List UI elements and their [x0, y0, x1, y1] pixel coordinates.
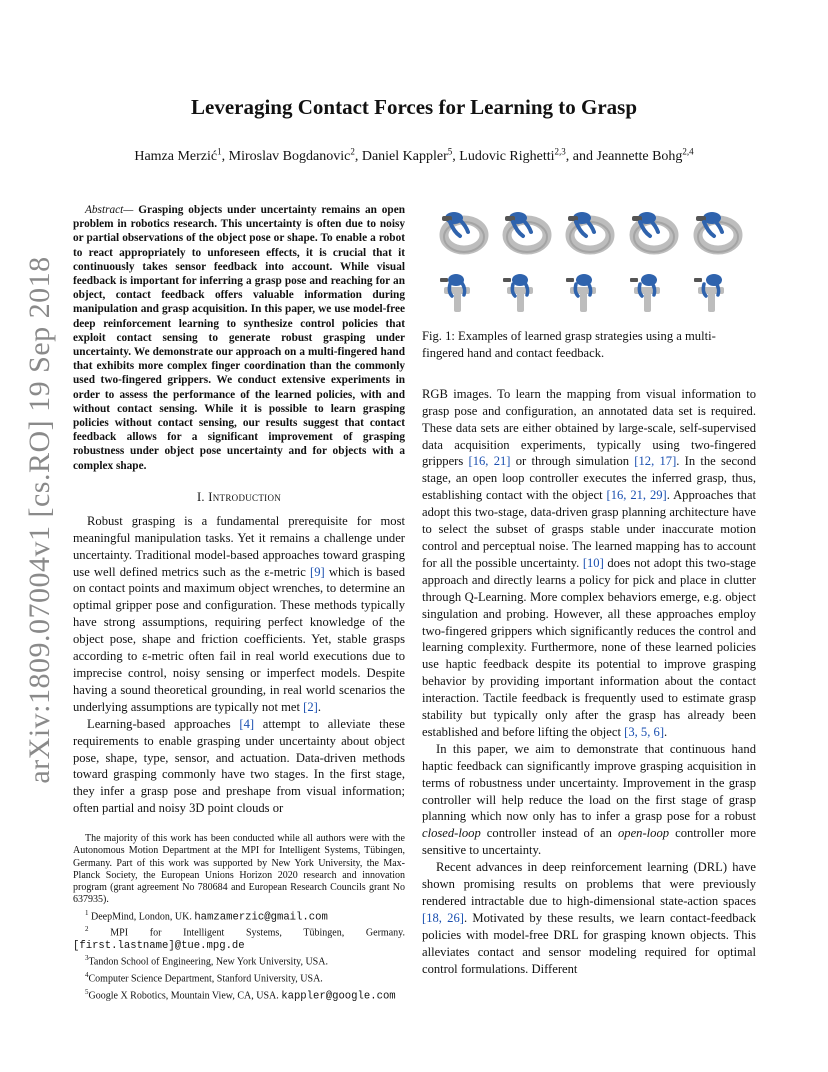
email-link[interactable]: [first.lastname]@tue.mpg.de [73, 940, 245, 953]
citation-link[interactable]: [18, 26] [422, 910, 464, 925]
citation-link[interactable]: [9] [310, 564, 325, 579]
citation-link[interactable]: [16, 21] [468, 454, 511, 469]
author: Daniel Kappler$^5$, [361, 146, 460, 164]
grasp-strategy-images [422, 200, 756, 320]
grasp-thumbnail-torus [568, 212, 610, 252]
citation-link[interactable]: [3, 5, 6] [624, 724, 665, 739]
citation-link[interactable]: [10] [582, 555, 604, 570]
author: Hamza Merzić$^1$, [134, 146, 229, 164]
grasp-thumbnail-torus [696, 212, 738, 252]
footnotes [73, 832, 405, 1002]
intro-paragraph-3: RGB images. To learn the mapping from visual information to grasp pose and configuration, an annotated data set is required. These data sets are either obtained by large-scale, self-supervised data acquisition experiments, typically using two-fingered grippers [16, 21] or through simulation [12, 17]. In the second stage, an open loop controller executes the inferred grasp, thus, establishing contact with the object [16, 21, 29]. Approaches that adopt this two-stage, data-driven grasp planning architecture have to select the subset of grasps stable under inaccurate motion control and perceptual noise. The learned mapping has to account for all the possible uncertainty. [10] does not adopt this two-stage approach and directly learns a policy for pick and place in clutter through Q-Learning. More complex behaviors emerge, e.g. object singulation and probing. However, all these approaches employ two-fingered grippers which significantly reduces the control and learning complexity. Furthermore, none of these learned policies use haptic feedback despite its potential to improve grasping behavior by providing important information about the contact interaction. Tactile feedback is frequently used to estimate grasp stability but typically only after the grasp has already been established and before lifting the object [3, 5, 6]. [422, 386, 757, 739]
funding-note: The majority of this work has been conducted while all authors were with the Autonomous Motion Department at the MPI for Intelligent Systems, Tübingen, Germany. Part of this work was supported by New York University, the Max-Planck Society, the European Unions Horizon 2020 research and innovation program (grant agreement No 780684 and European Research Councils grant No 637935). [73, 833, 405, 906]
footnote-1: $^1$ DeepMind, London, UK. hamzamerzic@gmail.com [85, 908, 328, 924]
citation-link[interactable]: [4] [239, 716, 255, 731]
paper-title: Leveraging Contact Forces for Learning to Grasp [191, 95, 637, 119]
figure-caption: Fig. 1: Examples of learned grasp strategies using a multi-fingered hand and contact feedback. [422, 329, 716, 360]
abstract-text: Grasping objects under uncertainty remains an open problem in robotics research. This uncertainty is often due to noisy or partial observations of the object pose or shape. To enable a robot to react appropriately to unforeseen effects, it is crucial that it continuously takes sensor feedback into account. While visual feedback is important for inferring a grasp pose and reaching for an object, contact feedback offers valuable information during manipulation and grasp acquisition. In this paper, we use model-free deep reinforcement learning to synthesize control policies that exploit contact sensing to generate robust grasping under uncertainty. We demonstrate our approach on a multi-fingered hand that exhibits more complex finger coordination than the commonly used two-fingered grippers. We conduct extensive experiments in order to assess the performance of the learned policies, with and without contact sensing. While it is possible to learn grasping policies without contact sensing, our results suggest that contact feedback allows for a significant improvement of grasping robustness under object pose uncertainty and for objects with a complex shape. [73, 204, 405, 472]
left-column [73, 203, 405, 817]
author: Ludovic Righetti$^{2,3}$, and [459, 146, 597, 164]
citation-link[interactable]: [2] [303, 699, 318, 714]
right-column [422, 200, 756, 978]
arxiv-identifier: arXiv:1809.07004v1 [cs.RO] 19 Sep 2018 [23, 256, 56, 784]
grasp-thumbnail-torus [505, 212, 547, 252]
email-link[interactable]: hamzamerzic@gmail.com [194, 911, 328, 924]
author-list [0, 146, 828, 165]
footnote-2: $^2$ MPI for Intelligent Systems, Tübingen, Germany. [first.lastname]@tue.mpg.de [73, 925, 405, 953]
section-heading-introduction: I. Introduction [196, 489, 282, 504]
intro-paragraph-2: Learning-based approaches [4] attempt to alleviate these requirements to enable grasping under uncertainty about object pose, shape, type, sensor, and actuation. Data-driven methods toward grasping commonly have two stages. In the first stage, they infer a grasp pose and preshape from visual information; often partial and noisy 3D point clouds or [73, 716, 406, 816]
author: Miroslav Bogdanovic$^2$, [228, 146, 362, 164]
footnote-5: $^5$Google X Robotics, Mountain View, CA, USA. kappler@google.com [85, 987, 396, 1002]
grasp-thumbnail-tshape [440, 274, 470, 312]
grasp-thumbnail-tshape [503, 274, 533, 312]
footnote-4: $^4$Computer Science Department, Stanford University, USA. [85, 970, 323, 985]
intro-paragraph-5: Recent advances in deep reinforcement learning (DRL) have shown promising results on problems that were previously rendered intractable due to high-dimensional state-action spaces [18, 26]. Motivated by these results, we learn contact-feedback policies with model-free DRL for grasping known objects. This alleviates contact and sensor modeling required for optimal control formulations. Different [422, 860, 756, 976]
grasp-thumbnail-tshape [566, 274, 596, 312]
grasp-thumbnail-torus [442, 212, 484, 252]
author: Jeannette Bohg$^{2,4}$ [596, 146, 694, 164]
figure-1 [422, 200, 756, 320]
intro-paragraph-1: Robust grasping is a fundamental prerequisite for most meaningful manipulation tasks. Yet it remains a challenge under uncertainty. Traditional model-based approaches toward grasping use well defined metrics such as the ε-metric [9] which is based on contact points and maximum object wrenches, to determine an optimal gripper pose and configuration. These methods typically have strong assumptions, requiring perfect knowledge of the object pose, shape and friction coefficients. Yet, stable grasps according to ε-metric often fail in real world executions due to imprecise control, noisy sensing or imperfect models. Despite having a sound theoretical grounding, in real world scenarios the underlying assumptions are typically not met [2]. [73, 513, 405, 714]
email-link[interactable]: kappler@google.com [281, 989, 396, 1002]
grasp-thumbnail-tshape [694, 274, 724, 312]
footnote-3: $^3$Tandon School of Engineering, New York University, USA. [85, 954, 328, 968]
grasp-thumbnail-torus [632, 212, 674, 252]
citation-link[interactable]: [12, 17] [634, 454, 677, 469]
abstract [73, 203, 405, 473]
abstract-label: Abstract— [85, 204, 134, 216]
grasp-thumbnail-tshape [630, 274, 660, 312]
intro-paragraph-4: In this paper, we aim to demonstrate that continuous hand haptic feedback can significantly improve grasping acquisition in terms of robustness under uncertainty. Improvement in the grasp controller will help reduce the load on the first stage of grasp planning which now only has to infer a grasp pose for a robust closed-loop controller instead of an open-loop controller more sensitive to uncertainty. [422, 741, 756, 858]
citation-link[interactable]: [16, 21, 29] [606, 488, 667, 503]
